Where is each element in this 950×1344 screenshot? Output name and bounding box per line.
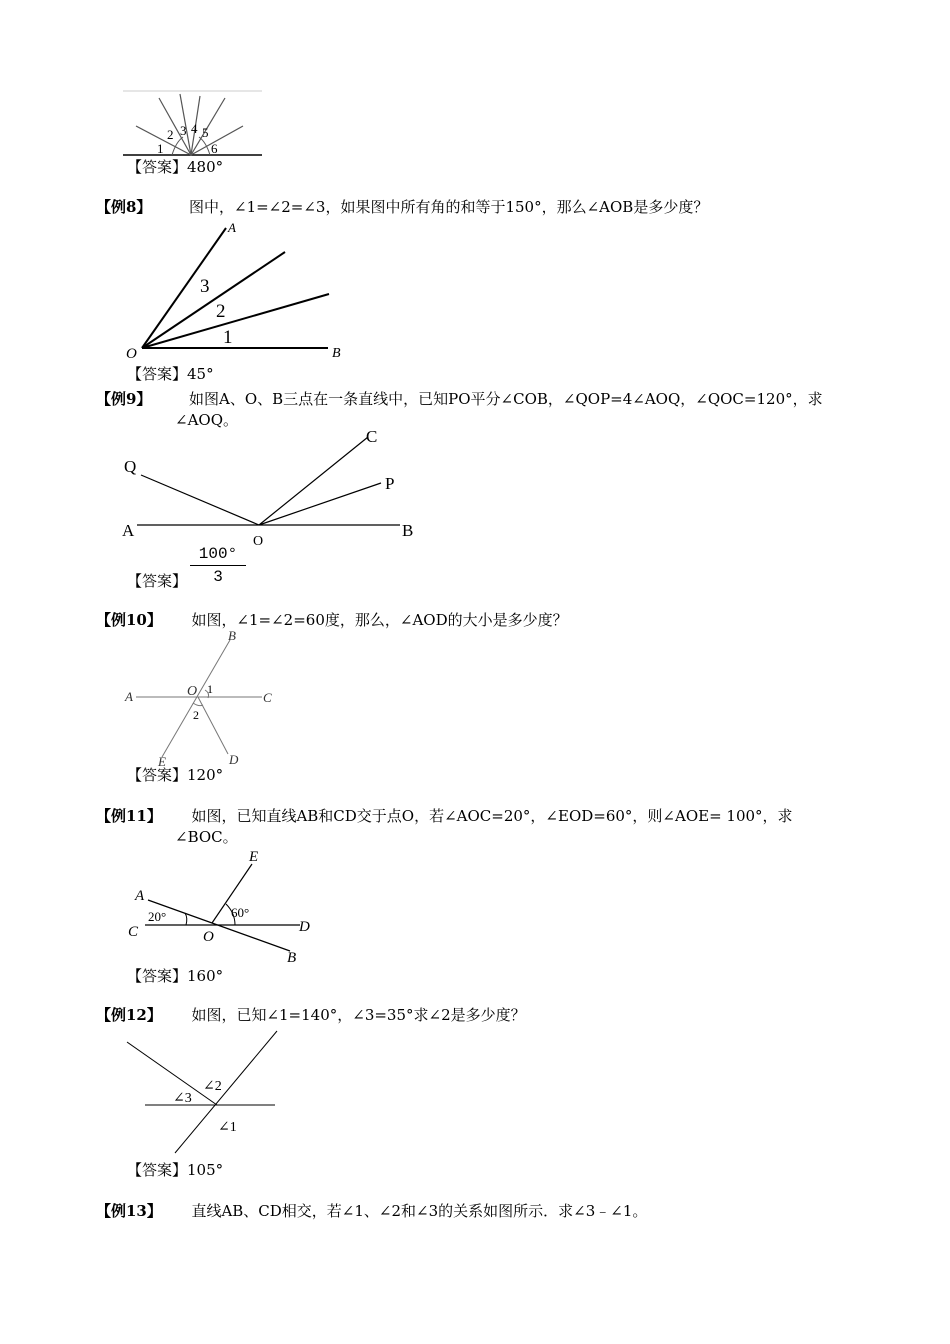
- example-13-question: [96, 1201, 647, 1221]
- angle-label-1: 1: [157, 141, 164, 156]
- example-9-question-cont: ∠AOQ。: [175, 411, 238, 429]
- example-10-label: 【例10】: [96, 611, 162, 629]
- point-a: A: [135, 888, 145, 904]
- point-e: E: [158, 754, 166, 769]
- example-11-label: 【例11】: [96, 807, 162, 825]
- answer-value: 45°: [187, 365, 214, 383]
- fraction-numerator: 100°: [198, 545, 238, 563]
- example-13-text: 直线AB、CD相交，若∠1、∠2和∠3的关系如图所示．求∠3﹣∠1。: [191, 1202, 648, 1220]
- example-8-text: 图中，∠1=∠2=∠3，如果图中所有角的和等于150°，那么∠AOB是多少度？: [189, 198, 709, 216]
- point-d: D: [229, 752, 239, 767]
- point-q: Q: [124, 457, 137, 476]
- angle-2: 2: [216, 301, 226, 322]
- point-b: B: [287, 950, 297, 966]
- angle-1: 1: [223, 327, 233, 348]
- point-b: B: [228, 628, 236, 643]
- point-o: O: [203, 929, 214, 945]
- fraction-denominator: 3: [213, 568, 223, 586]
- example-10-text: 如图，∠1=∠2=60度，那么，∠AOD的大小是多少度？: [191, 611, 568, 629]
- answer-prefix: 【答案】: [127, 158, 188, 176]
- point-a: A: [122, 521, 135, 540]
- point-c: C: [263, 690, 272, 705]
- example-11-question-cont: ∠BOC。: [175, 828, 238, 846]
- point-o: O: [187, 684, 198, 699]
- angle-3: ∠3: [173, 1091, 192, 1106]
- answer-example-12: 【答案】105°: [127, 1161, 224, 1179]
- angle-aoc: 20°: [148, 909, 167, 924]
- point-b: B: [402, 521, 414, 540]
- point-o: O: [253, 534, 264, 549]
- angle-1: ∠1: [218, 1120, 237, 1135]
- point-a: A: [228, 220, 236, 235]
- angle-2: ∠2: [203, 1079, 222, 1094]
- example-13-label: 【例13】: [96, 1202, 162, 1220]
- example-11-text: 如图，已知直线AB和CD交于点O，若∠AOC=20°，∠EOD=60°，则∠AOE= 100°，求: [191, 807, 793, 825]
- point-c: C: [366, 427, 378, 446]
- point-o: O: [126, 346, 137, 362]
- example-9-text: 如图A、O、B三点在一条直线中，已知PO平分∠COB，∠QOP=4∠AOQ，∠QOC=120°，求: [189, 390, 823, 408]
- example-12-label: 【例12】: [96, 1006, 162, 1024]
- angle-label-2: 2: [167, 127, 174, 142]
- answer-value: 480°: [187, 158, 224, 176]
- angle-label-4: 4: [191, 121, 198, 136]
- answer-example-10: 【答案】120°: [127, 766, 224, 784]
- answer-example-8: 【答案】45°: [127, 365, 214, 383]
- angle-1: 1: [207, 682, 213, 696]
- point-b: B: [332, 346, 341, 361]
- example-12-text: 如图，已知∠1=140°，∠3=35°求∠2是多少度？: [191, 1006, 526, 1024]
- answer-value: 105°: [187, 1161, 224, 1179]
- example-8-label: 【例8】: [96, 198, 152, 216]
- example-9-label: 【例9】: [96, 390, 152, 408]
- angle-label-3: 3: [180, 123, 187, 138]
- answer-value: 120°: [187, 766, 224, 784]
- answer-example-11: 【答案】160°: [127, 967, 224, 985]
- point-p: P: [385, 474, 395, 493]
- answer-example-9: 【答案】: [127, 572, 188, 590]
- point-d: D: [299, 919, 310, 935]
- angle-label-5: 5: [202, 125, 209, 140]
- angle-3: 3: [200, 276, 210, 297]
- point-a: A: [125, 689, 133, 704]
- point-c: C: [128, 924, 139, 940]
- answer-value: 160°: [187, 967, 224, 985]
- angle-2: 2: [193, 708, 199, 722]
- point-e: E: [249, 849, 259, 865]
- angle-label-6: 6: [211, 141, 218, 156]
- angle-eod: 60°: [231, 905, 250, 920]
